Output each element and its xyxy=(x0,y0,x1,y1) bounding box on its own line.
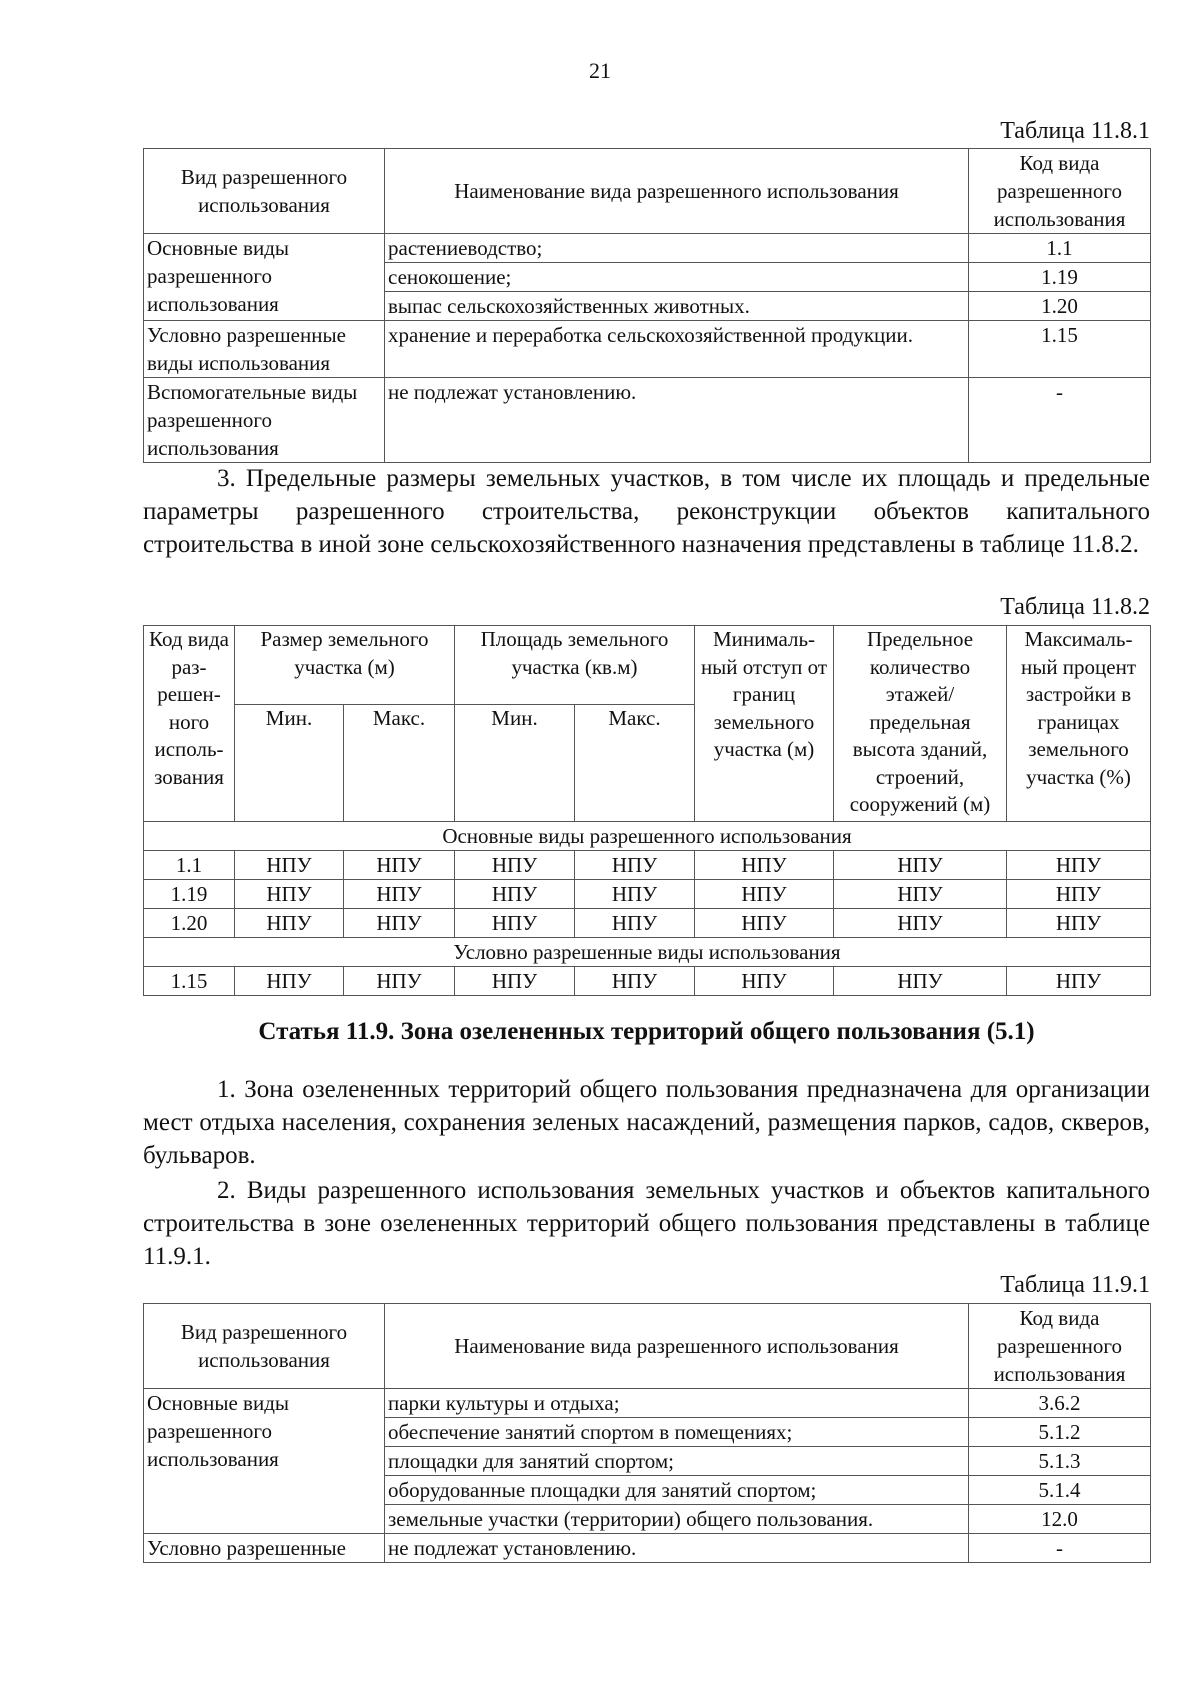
header-percent: Максималь-ный процент застройки в границах земельного участка (%) xyxy=(1007,626,1151,822)
paragraph-3: 3. Предельные размеры земельных участков, в том числе их площадь и предельные параметры разрешенного строительства, реконструкции объектов капитального строительства в иной зоне сельскохозяйственного назначения представлены в таблице 11.8.2. xyxy=(143,465,1150,558)
use-name: выпас сельскохозяйственных животных. xyxy=(385,292,969,321)
group-type: Основные виды разрешенного использования xyxy=(144,234,385,321)
use-name: не подлежат установлению. xyxy=(385,378,969,463)
cell-value: НПУ xyxy=(695,909,834,938)
section-row xyxy=(144,822,1151,851)
cell-value: НПУ xyxy=(695,880,834,909)
use-code: 5.1.2 xyxy=(969,1418,1151,1447)
paragraph-2: 2. Виды разрешенного использования земельных участков и объектов капитального строительства в зоне озелененных территорий общего пользования представлены в таблице 11.9.1. xyxy=(143,1177,1150,1270)
row-code: 1.19 xyxy=(144,880,235,909)
header-setback: Минималь-ный отступ от границ земельного участка (м) xyxy=(695,626,834,822)
table-row xyxy=(144,967,1151,996)
cell-value: НПУ xyxy=(834,851,1007,880)
table-11-8-1 xyxy=(143,148,1151,463)
row-code: 1.20 xyxy=(144,909,235,938)
table-header-row xyxy=(144,1304,1151,1389)
cell-value: НПУ xyxy=(834,967,1007,996)
use-name: хранение и переработка сельскохозяйственной продукции. xyxy=(385,321,969,378)
cell-value: НПУ xyxy=(834,880,1007,909)
header-code: Код вида раз-решен-ного исполь-зования xyxy=(144,626,235,822)
group-type: Условно разрешенные xyxy=(144,1534,385,1563)
use-code: 5.1.4 xyxy=(969,1476,1151,1505)
cell-value: НПУ xyxy=(1007,880,1151,909)
use-name: парки культуры и отдыха; xyxy=(385,1389,969,1418)
cell-value: НПУ xyxy=(1007,851,1151,880)
article-heading: Статья 11.9. Зона озелененных территорий общего пользования (5.1) xyxy=(258,1018,1035,1045)
cell-value: НПУ xyxy=(344,880,455,909)
table-row xyxy=(144,880,1151,909)
cell-value: НПУ xyxy=(575,967,695,996)
use-name: не подлежат установлению. xyxy=(385,1534,969,1563)
use-name: земельные участки (территории) общего пользования. xyxy=(385,1505,969,1534)
header-floors: Предельное количество этажей/ предельная высота зданий, строений, сооружений (м) xyxy=(834,626,1007,822)
cell-value: НПУ xyxy=(575,851,695,880)
section-title: Условно разрешенные виды использования xyxy=(144,938,1151,967)
page-number: 21 xyxy=(589,58,611,83)
cell-value: НПУ xyxy=(344,967,455,996)
table-row xyxy=(144,1534,1151,1563)
use-code: - xyxy=(969,1534,1151,1563)
cell-value: НПУ xyxy=(695,967,834,996)
table-11-9-1 xyxy=(143,1303,1151,1563)
use-code: 5.1.3 xyxy=(969,1447,1151,1476)
table-row xyxy=(144,234,1151,263)
cell-value: НПУ xyxy=(235,967,344,996)
cell-value: НПУ xyxy=(455,851,575,880)
cell-value: НПУ xyxy=(695,851,834,880)
cell-value: НПУ xyxy=(575,880,695,909)
cell-value: НПУ xyxy=(235,851,344,880)
table-row xyxy=(144,378,1151,463)
table-caption-11-8-2: Таблица 11.8.2 xyxy=(1000,594,1150,620)
header-use-type: Вид разрешенного использования xyxy=(144,149,385,234)
use-name: площадки для занятий спортом; xyxy=(385,1447,969,1476)
group-type: Условно разрешенные виды использования xyxy=(144,321,385,378)
use-code: - xyxy=(969,378,1151,463)
use-name: сенокошение; xyxy=(385,263,969,292)
header-use-type: Вид разрешенного использования xyxy=(144,1304,385,1389)
cell-value: НПУ xyxy=(1007,967,1151,996)
use-code: 1.19 xyxy=(969,263,1151,292)
table-header-row xyxy=(144,626,1151,705)
use-code: 1.1 xyxy=(969,234,1151,263)
use-name: обеспечение занятий спортом в помещениях; xyxy=(385,1418,969,1447)
cell-value: НПУ xyxy=(455,880,575,909)
table-caption-11-9-1: Таблица 11.9.1 xyxy=(1000,1272,1150,1298)
table-row xyxy=(144,1389,1151,1418)
cell-value: НПУ xyxy=(344,851,455,880)
header-size-min: Мин. xyxy=(235,705,344,822)
header-size: Размер земельного участка (м) xyxy=(235,626,455,705)
section-row xyxy=(144,938,1151,967)
header-size-max: Макс. xyxy=(344,705,455,822)
paragraph-1: 1. Зона озелененных территорий общего пользования предназначена для организации мест отдыха населения, сохранения зеленых насаждений, размещения парков, садов, скверов, бульваров. xyxy=(143,1076,1150,1169)
cell-value: НПУ xyxy=(455,967,575,996)
row-code: 1.15 xyxy=(144,967,235,996)
use-code: 3.6.2 xyxy=(969,1389,1151,1418)
cell-value: НПУ xyxy=(235,909,344,938)
use-code: 12.0 xyxy=(969,1505,1151,1534)
header-area-max: Макс. xyxy=(575,705,695,822)
group-type: Основные виды разрешенного использования xyxy=(144,1389,385,1534)
header-use-name: Наименование вида разрешенного использования xyxy=(385,1304,969,1389)
header-use-code: Код вида разрешенного использования xyxy=(969,149,1151,234)
use-name: оборудованные площадки для занятий спортом; xyxy=(385,1476,969,1505)
row-code: 1.1 xyxy=(144,851,235,880)
table-header-row xyxy=(144,149,1151,234)
table-row xyxy=(144,909,1151,938)
use-code: 1.15 xyxy=(969,321,1151,378)
header-use-name: Наименование вида разрешенного использования xyxy=(385,149,969,234)
header-area-min: Мин. xyxy=(455,705,575,822)
cell-value: НПУ xyxy=(1007,909,1151,938)
table-row xyxy=(144,851,1151,880)
cell-value: НПУ xyxy=(834,909,1007,938)
cell-value: НПУ xyxy=(235,880,344,909)
use-name: растениеводство; xyxy=(385,234,969,263)
table-caption-11-8-1: Таблица 11.8.1 xyxy=(1000,118,1150,144)
header-use-code: Код вида разрешенного использования xyxy=(969,1304,1151,1389)
use-code: 1.20 xyxy=(969,292,1151,321)
section-title: Основные виды разрешенного использования xyxy=(144,822,1151,851)
cell-value: НПУ xyxy=(575,909,695,938)
table-11-8-2 xyxy=(143,625,1151,996)
table-row xyxy=(144,321,1151,378)
group-type: Вспомогательные виды разрешенного использования xyxy=(144,378,385,463)
header-area: Площадь земельного участка (кв.м) xyxy=(455,626,695,705)
cell-value: НПУ xyxy=(455,909,575,938)
cell-value: НПУ xyxy=(344,909,455,938)
